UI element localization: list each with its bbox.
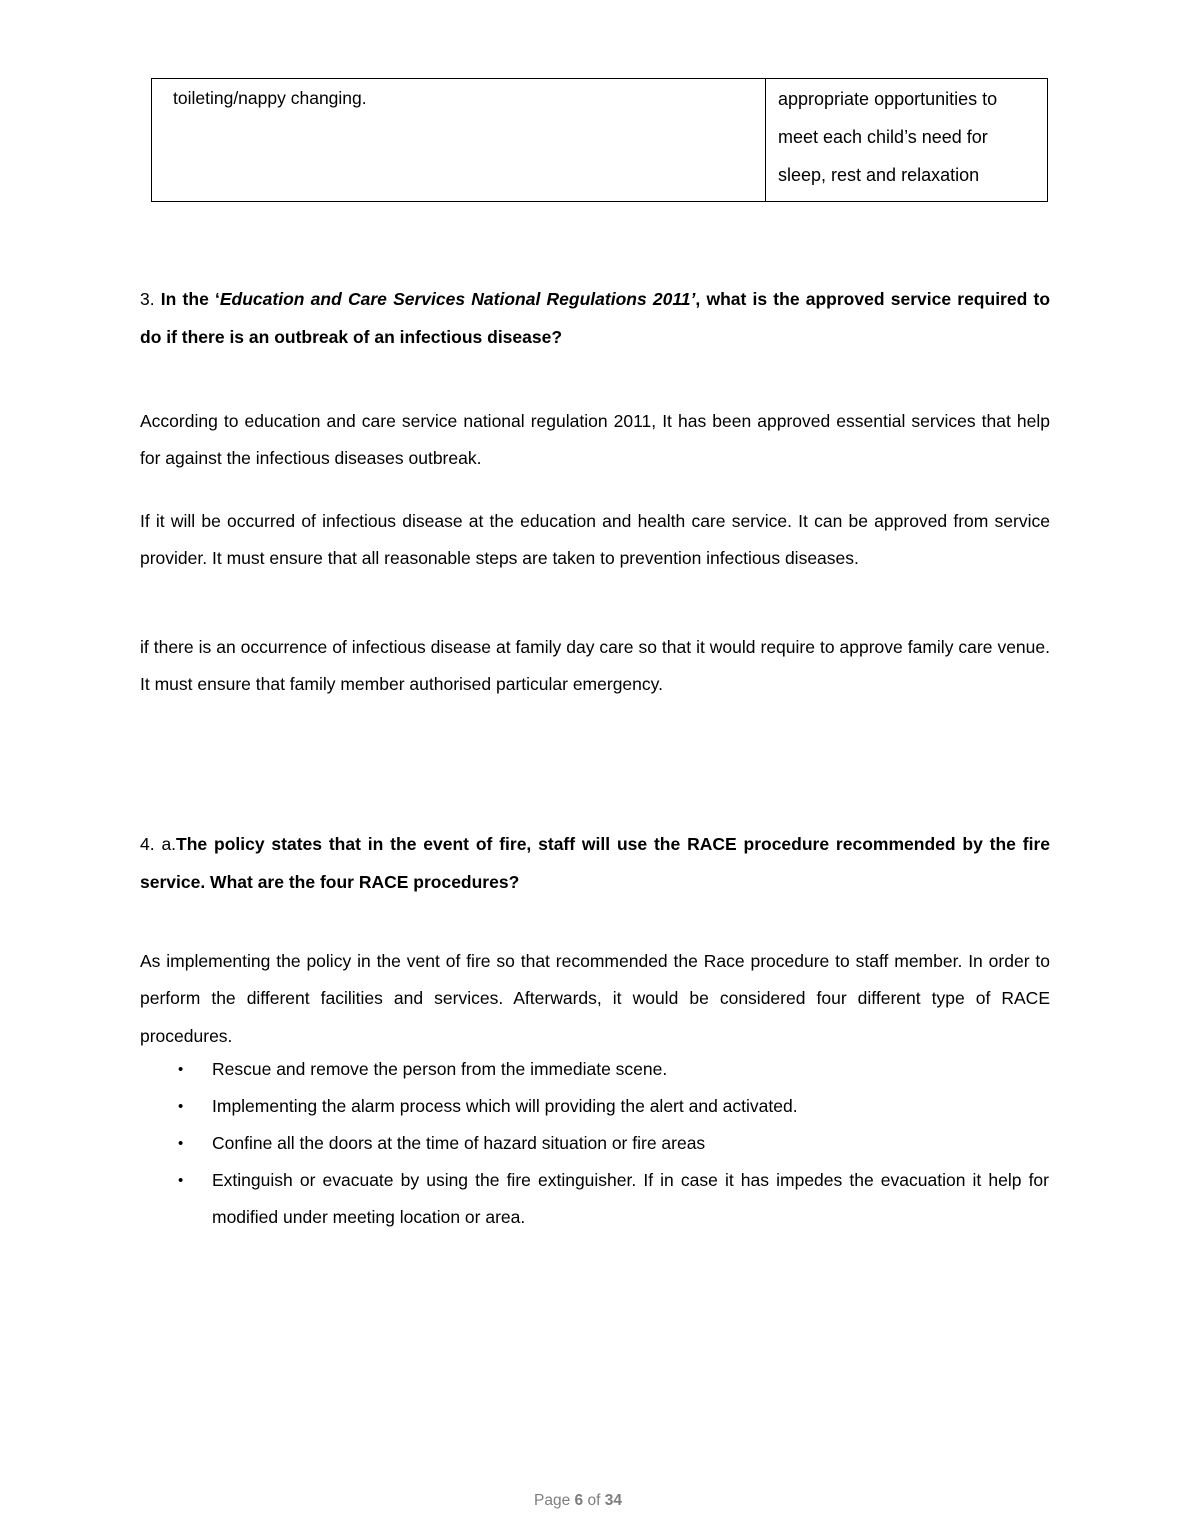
question-4-number: 4. a. <box>140 834 177 854</box>
question-3-heading <box>140 281 1050 356</box>
answer-3-paragraph-1: According to education and care service national regulation 2011, It has been approved essential services that help for against the infectious diseases outbreak. <box>140 410 1050 468</box>
list-item <box>178 1162 1049 1236</box>
list-item-text: Rescue and remove the person from the immediate scene. <box>212 1059 668 1079</box>
question-3-regulation-title: Education and Care Services National Regulations 2011’ <box>219 289 696 309</box>
question-4-text: The policy states that in the event of fire, staff will use the RACE procedure recommended by the fire service. What are the four RACE procedures? <box>140 834 1050 892</box>
list-item <box>178 1088 1049 1125</box>
list-item-text: Extinguish or evacuate by using the fire extinguisher. If in case it has impedes the evacuation it help for modified under meeting location or area. <box>212 1170 1049 1227</box>
list-item <box>178 1125 1049 1162</box>
table-cell-right-text: appropriate opportunities to meet each child’s need for sleep, rest and relaxation <box>778 89 998 185</box>
bullet-icon: • <box>178 1172 184 1189</box>
table-cell-left <box>152 79 766 201</box>
table-cell-right <box>766 79 1047 201</box>
list-item-text: Implementing the alarm process which will providing the alert and activated. <box>212 1096 798 1116</box>
bullet-icon: • <box>178 1098 184 1115</box>
footer-total-pages: 34 <box>604 1492 622 1509</box>
list-item <box>178 1051 1049 1088</box>
table-cell-left-text: toileting/nappy changing. <box>173 88 367 108</box>
question-3-number: 3. <box>140 289 161 309</box>
list-item-text: Confine all the doors at the time of hazard situation or fire areas <box>212 1133 706 1153</box>
question-4-heading <box>140 826 1050 901</box>
answer-3-paragraph-3: if there is an occurrence of infectious disease at family day care so that it would require to approve family care venue. It must ensure that family member authorised particular emergency. <box>140 636 1050 694</box>
question-3-rest-text: , what is the approved service required to do if there is an outbreak of an infectious disease? <box>140 289 1051 347</box>
footer-separator: of <box>583 1492 605 1509</box>
footer-page-prefix: Page <box>534 1492 575 1509</box>
page-footer <box>0 1492 1156 1510</box>
bullet-icon: • <box>178 1061 184 1078</box>
bullet-icon: • <box>178 1135 184 1152</box>
answer-4-paragraph: As implementing the policy in the vent of fire so that recommended the Race procedure to staff member. In order to perform the different facilities and services. Afterwards, it would be considered four different type of RACE procedures. <box>140 950 1050 1046</box>
footer-current-page: 6 <box>574 1492 584 1509</box>
race-procedures-list <box>178 1051 1049 1236</box>
question-3-lead-text: In the ‘ <box>160 289 220 309</box>
content-table <box>151 78 1048 202</box>
answer-3-paragraph-2: If it will be occurred of infectious disease at the education and health care service. It can be approved from service provider. It must ensure that all reasonable steps are taken to prevention infectious diseases. <box>140 510 1050 568</box>
